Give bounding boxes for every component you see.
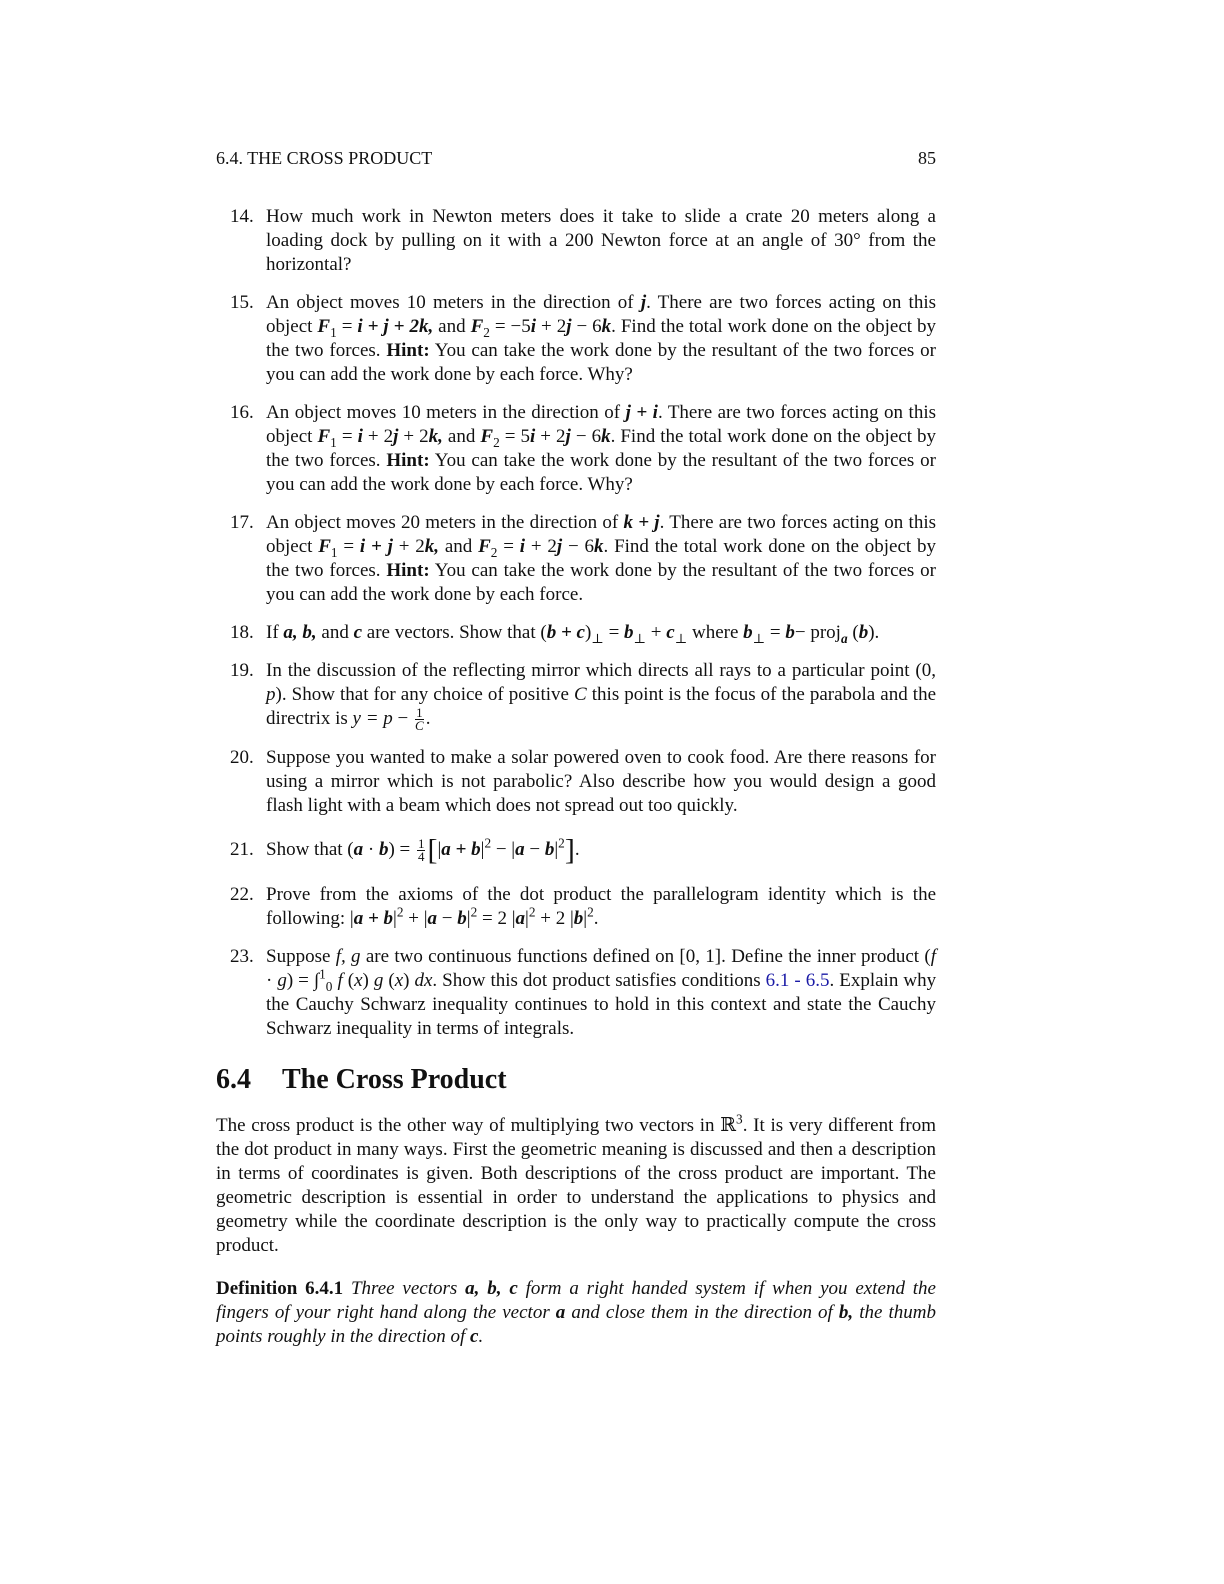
exercise-text: Suppose you wanted to make a solar powered oven to cook food. Are there reasons for using a mirror which is not parabolic? Also describe how you would design a good flash light with a beam which does not spread out too quickly. [266, 747, 936, 817]
math-operator: | [466, 908, 471, 930]
vector-symbol: c [470, 1326, 479, 1347]
math-operator: = [337, 536, 360, 557]
math-variable: x [394, 970, 404, 992]
vector-symbol: k [601, 316, 612, 337]
vector-expression: b + c [546, 622, 585, 643]
definition-6-4-1 [216, 1277, 936, 1349]
exercise-text: If [266, 622, 284, 643]
math-operator: − | [491, 839, 516, 861]
vector-symbol: i [519, 536, 526, 557]
math-operator: − [437, 908, 458, 930]
exercise-text: . Explain why the Cauchy Schwarz inequality continues to hold in this context and state the Cauchy Schwarz inequality in terms of integrals. [266, 970, 937, 1040]
hint-label: Hint: [386, 340, 430, 361]
exercise-text: Suppose [266, 946, 336, 968]
subscript: ⊥ [674, 630, 688, 646]
subscript: ⊥ [591, 630, 604, 646]
integral-lower-limit: 0 [325, 979, 333, 995]
vector-symbol: a [353, 839, 364, 861]
definition-text: . [478, 1326, 484, 1347]
definition-text: form a right handed system if when you extend the fingers of your right hand along the vector [216, 1278, 936, 1323]
exercise-21 [216, 833, 936, 867]
vector-symbol: i [357, 426, 363, 447]
fraction-denominator: C [415, 718, 424, 734]
fraction-numerator: 1 [416, 705, 423, 721]
exercise-text: How much work in Newton meters does it take to slide a crate 20 meters along a loading dock by pulling on it with a 200 Newton force at an angle of 30° from the horizontal? [266, 206, 936, 275]
vector-symbol: a [515, 839, 525, 861]
math-variable: f, g [335, 946, 361, 968]
exercise-number: 21. [230, 839, 254, 861]
vector-symbol: b [624, 622, 634, 643]
subscript: a [840, 630, 848, 646]
math-operator: = [336, 316, 358, 337]
vector-symbol: k, [428, 426, 443, 447]
exercise-text: An object moves 10 meters in the direction of [266, 292, 641, 313]
math-operator: | [393, 908, 397, 930]
running-head-title: 6.4. THE CROSS PRODUCT [216, 148, 433, 168]
vector-symbol: b [544, 839, 555, 861]
vector-symbol: b [785, 622, 795, 643]
math-operator: ) [403, 970, 415, 992]
fraction-denominator: 4 [417, 849, 425, 865]
paragraph-text: . It is very different from the dot product in many ways. First the geometric meaning is discussed and then a description in terms of coordinates is given. Both descriptions of the cross product are important. The geometric description is essential in order to understand the applications to physics and geometry while the coordinate description is the only way to practically compute the cross product. [216, 1115, 936, 1256]
exponent: 2 [587, 904, 594, 920]
math-operator: = [603, 622, 625, 643]
math-operator: . [593, 908, 599, 930]
math-operator: ( [847, 622, 859, 643]
math-variable: p [266, 684, 276, 705]
fraction-numerator: 1 [417, 836, 425, 852]
math-operator: + 2 [392, 536, 425, 557]
exercise-number: 22. [230, 884, 254, 906]
vector-symbol: c [353, 622, 363, 643]
math-operator: − proj [794, 622, 841, 643]
math-operator: | [437, 839, 442, 861]
vector-symbol: F [317, 426, 331, 447]
exercise-text: . Find the total work done on the object by the two forces. [266, 426, 936, 471]
conditions-reference-link[interactable]: 6.1 - 6.5 [765, 970, 830, 992]
vector-symbol: b [573, 908, 584, 930]
exercise-text: An object moves 20 meters in the direction of [266, 512, 624, 533]
vector-symbol: i [530, 316, 537, 337]
exercise-text: You can take the work done by the resultant of the two forces or you can add the work done by each force. [266, 560, 936, 605]
hint-label: Hint: [386, 560, 430, 581]
vector-symbol: F [318, 536, 331, 557]
math-operator: − [392, 708, 414, 729]
math-operator: = −5 [489, 316, 531, 337]
exercise-text: Show that ( [266, 839, 354, 861]
exercise-15 [216, 291, 936, 387]
vector-symbol: k [601, 426, 611, 447]
vector-symbol: a, b, c [465, 1278, 518, 1299]
vector-symbol: b [378, 839, 389, 861]
exercise-22 [216, 883, 936, 931]
math-operator: ). [868, 622, 880, 643]
vector-expression: i + j + 2k, [357, 316, 434, 337]
math-operator: = [497, 536, 520, 557]
subscript: ⊥ [752, 630, 766, 646]
exercise-text: You can take the work done by the resultant of the two forces or you can add the work done by each force. Why? [266, 450, 936, 495]
vector-symbol: F [480, 426, 494, 447]
running-head [216, 148, 936, 169]
exercise-number: 19. [230, 660, 254, 681]
vector-symbol: b [743, 622, 753, 643]
exponent: 2 [558, 835, 565, 851]
vector-symbol: b, [838, 1302, 854, 1323]
exercise-text: where [687, 622, 744, 643]
math-operator: = [765, 622, 786, 643]
exercise-number: 20. [230, 747, 254, 769]
exponent: 2 [396, 904, 404, 920]
vector-symbol: F [470, 316, 484, 337]
subscript: 1 [330, 434, 337, 450]
exercise-number: 18. [230, 622, 254, 643]
hint-label: Hint: [386, 450, 430, 471]
math-operator: + | [403, 908, 428, 930]
vector-symbol: j [640, 292, 647, 313]
fraction [415, 707, 424, 732]
exercise-text: this point is the focus of the parabola and the directrix is [266, 684, 936, 729]
math-variable: x [354, 970, 363, 992]
exponent: 2 [470, 904, 478, 920]
exercise-text: . Find the total work done on the object by the two forces. [266, 536, 937, 581]
vector-symbol: b [457, 908, 467, 930]
vector-symbol: F [478, 536, 491, 557]
integral-upper-limit: 1 [319, 966, 326, 982]
math-operator: | [525, 908, 529, 930]
math-operator: − 6 [570, 426, 602, 447]
exponent: 2 [484, 835, 492, 851]
math-variable: C [574, 684, 587, 705]
math-operator: . [425, 708, 431, 729]
exercise-text: . Find the total work done on the object by the two forces. [266, 316, 937, 361]
math-variable: g [373, 970, 384, 992]
exercise-text: and [439, 536, 479, 557]
page-number: 85 [918, 148, 936, 168]
math-operator: + 2 [536, 316, 567, 337]
exercise-text: and [316, 622, 354, 643]
math-variable: f [930, 946, 936, 968]
math-operator: . [574, 839, 580, 861]
math-operator: + 2 | [535, 908, 574, 930]
math-operator: ) [362, 970, 374, 992]
intro-paragraph [216, 1111, 936, 1258]
math-operator: · [266, 970, 278, 992]
exercise-19 [216, 659, 936, 732]
definition-label: Definition 6.4.1 [216, 1278, 344, 1299]
exercise-18 [216, 621, 936, 645]
exponent: 2 [528, 904, 536, 920]
vector-symbol: k, [424, 536, 440, 557]
math-operator: ) [584, 622, 592, 643]
vector-symbol: j [566, 316, 572, 337]
subscript: ⊥ [633, 630, 647, 646]
vector-expression: j + i [625, 402, 658, 423]
vector-symbol: a, b, [283, 622, 317, 643]
exercise-17 [216, 511, 936, 607]
math-operator: + 2 [362, 426, 394, 447]
exercise-text: . Show this dot product satisfies conditions [432, 970, 766, 992]
math-operator: − [524, 839, 545, 861]
math-operator: − 6 [571, 316, 602, 337]
exercise-number: 14. [230, 206, 254, 227]
definition-text: and close them in the direction of [565, 1302, 839, 1323]
vector-symbol: j [565, 426, 571, 447]
math-operator: + 2 [535, 426, 566, 447]
subscript: 1 [330, 544, 338, 560]
exercise-text: and [433, 316, 471, 337]
exercise-text: . There are two forces acting on this object [266, 512, 936, 557]
exercise-number: 17. [230, 512, 254, 533]
exercise-23 [216, 945, 936, 1041]
exercise-number: 23. [230, 946, 254, 968]
math-operator: · [363, 839, 379, 861]
definition-text: Three vectors [343, 1278, 466, 1299]
vector-symbol: a [515, 908, 526, 930]
math-operator: = 2 | [477, 908, 516, 930]
math-variable: dx [414, 970, 433, 992]
section-title: The Cross Product [282, 1064, 507, 1095]
math-operator: = 5 [499, 426, 530, 447]
vector-symbol: i [530, 426, 536, 447]
math-variable: f [337, 970, 343, 992]
vector-symbol: k [594, 536, 604, 557]
vector-symbol: a [555, 1302, 566, 1323]
exercise-16 [216, 401, 936, 497]
exercise-text: are two continuous functions defined on [0, 1]. Define the inner product ( [360, 946, 931, 968]
fraction [417, 838, 426, 863]
subscript: 2 [493, 434, 500, 450]
subscript: 2 [483, 324, 490, 340]
integral-sign: ) = ∫ [286, 970, 320, 992]
exercise-number: 16. [230, 402, 254, 423]
exponent: 3 [736, 1111, 743, 1127]
math-operator: − 6 [562, 536, 595, 557]
math-operator: | [583, 908, 588, 930]
exercise-text: In the discussion of the reflecting mirror which directs all rays to a particular point (0, [266, 660, 936, 681]
vector-expression: k + j [623, 512, 660, 533]
exercise-20 [216, 746, 936, 818]
exercise-14 [216, 205, 936, 277]
vector-symbol: a [427, 908, 438, 930]
math-operator: + [646, 622, 667, 643]
vector-symbol: c [666, 622, 675, 643]
math-operator: ( [342, 970, 355, 992]
math-operator: ) = [388, 839, 415, 861]
exercise-text: and [442, 426, 481, 447]
exercise-text: . There are two forces acting on this object [266, 402, 936, 447]
math-expression: y = p [352, 708, 393, 729]
math-operator: | [480, 839, 485, 861]
vector-expression: a + b [353, 908, 394, 930]
math-operator: + 2 [398, 426, 429, 447]
right-bracket: ] [564, 833, 575, 867]
exercise-text: ). Show that for any choice of positive [275, 684, 575, 705]
math-operator: ( [383, 970, 395, 992]
exercise-list [216, 205, 936, 1055]
paragraph-text: The cross product is the other way of multiplying two vectors in ℝ [216, 1115, 737, 1136]
exercise-number: 15. [230, 292, 254, 313]
exercise-text: You can take the work done by the resultant of the two forces or you can add the work done by each force. Why? [266, 340, 936, 385]
vector-expression: i + j [359, 536, 393, 557]
exercise-text: . There are two forces acting on this object [266, 292, 936, 337]
math-operator: + 2 [525, 536, 557, 557]
vector-symbol: j [393, 426, 399, 447]
subscript: 2 [490, 544, 498, 560]
section-cross-product [216, 1064, 936, 1368]
vector-symbol: j [556, 536, 563, 557]
math-variable: g [277, 970, 287, 992]
exercise-text: An object moves 10 meters in the direction of [266, 402, 626, 423]
left-bracket: [ [427, 833, 438, 867]
vector-expression: a + b [441, 839, 481, 861]
subscript: 1 [330, 324, 337, 340]
vector-symbol: F [317, 316, 331, 337]
section-number: 6.4 [216, 1064, 251, 1095]
math-operator: | [554, 839, 559, 861]
math-operator: = [336, 426, 358, 447]
exercise-text: Prove from the axioms of the dot product the parallelogram identity which is the following: | [266, 884, 936, 930]
definition-text: the thumb points roughly in the direction of [216, 1302, 936, 1347]
section-heading [216, 1064, 936, 1096]
exercise-text: are vectors. Show that ( [362, 622, 547, 643]
vector-symbol: b [858, 622, 869, 643]
